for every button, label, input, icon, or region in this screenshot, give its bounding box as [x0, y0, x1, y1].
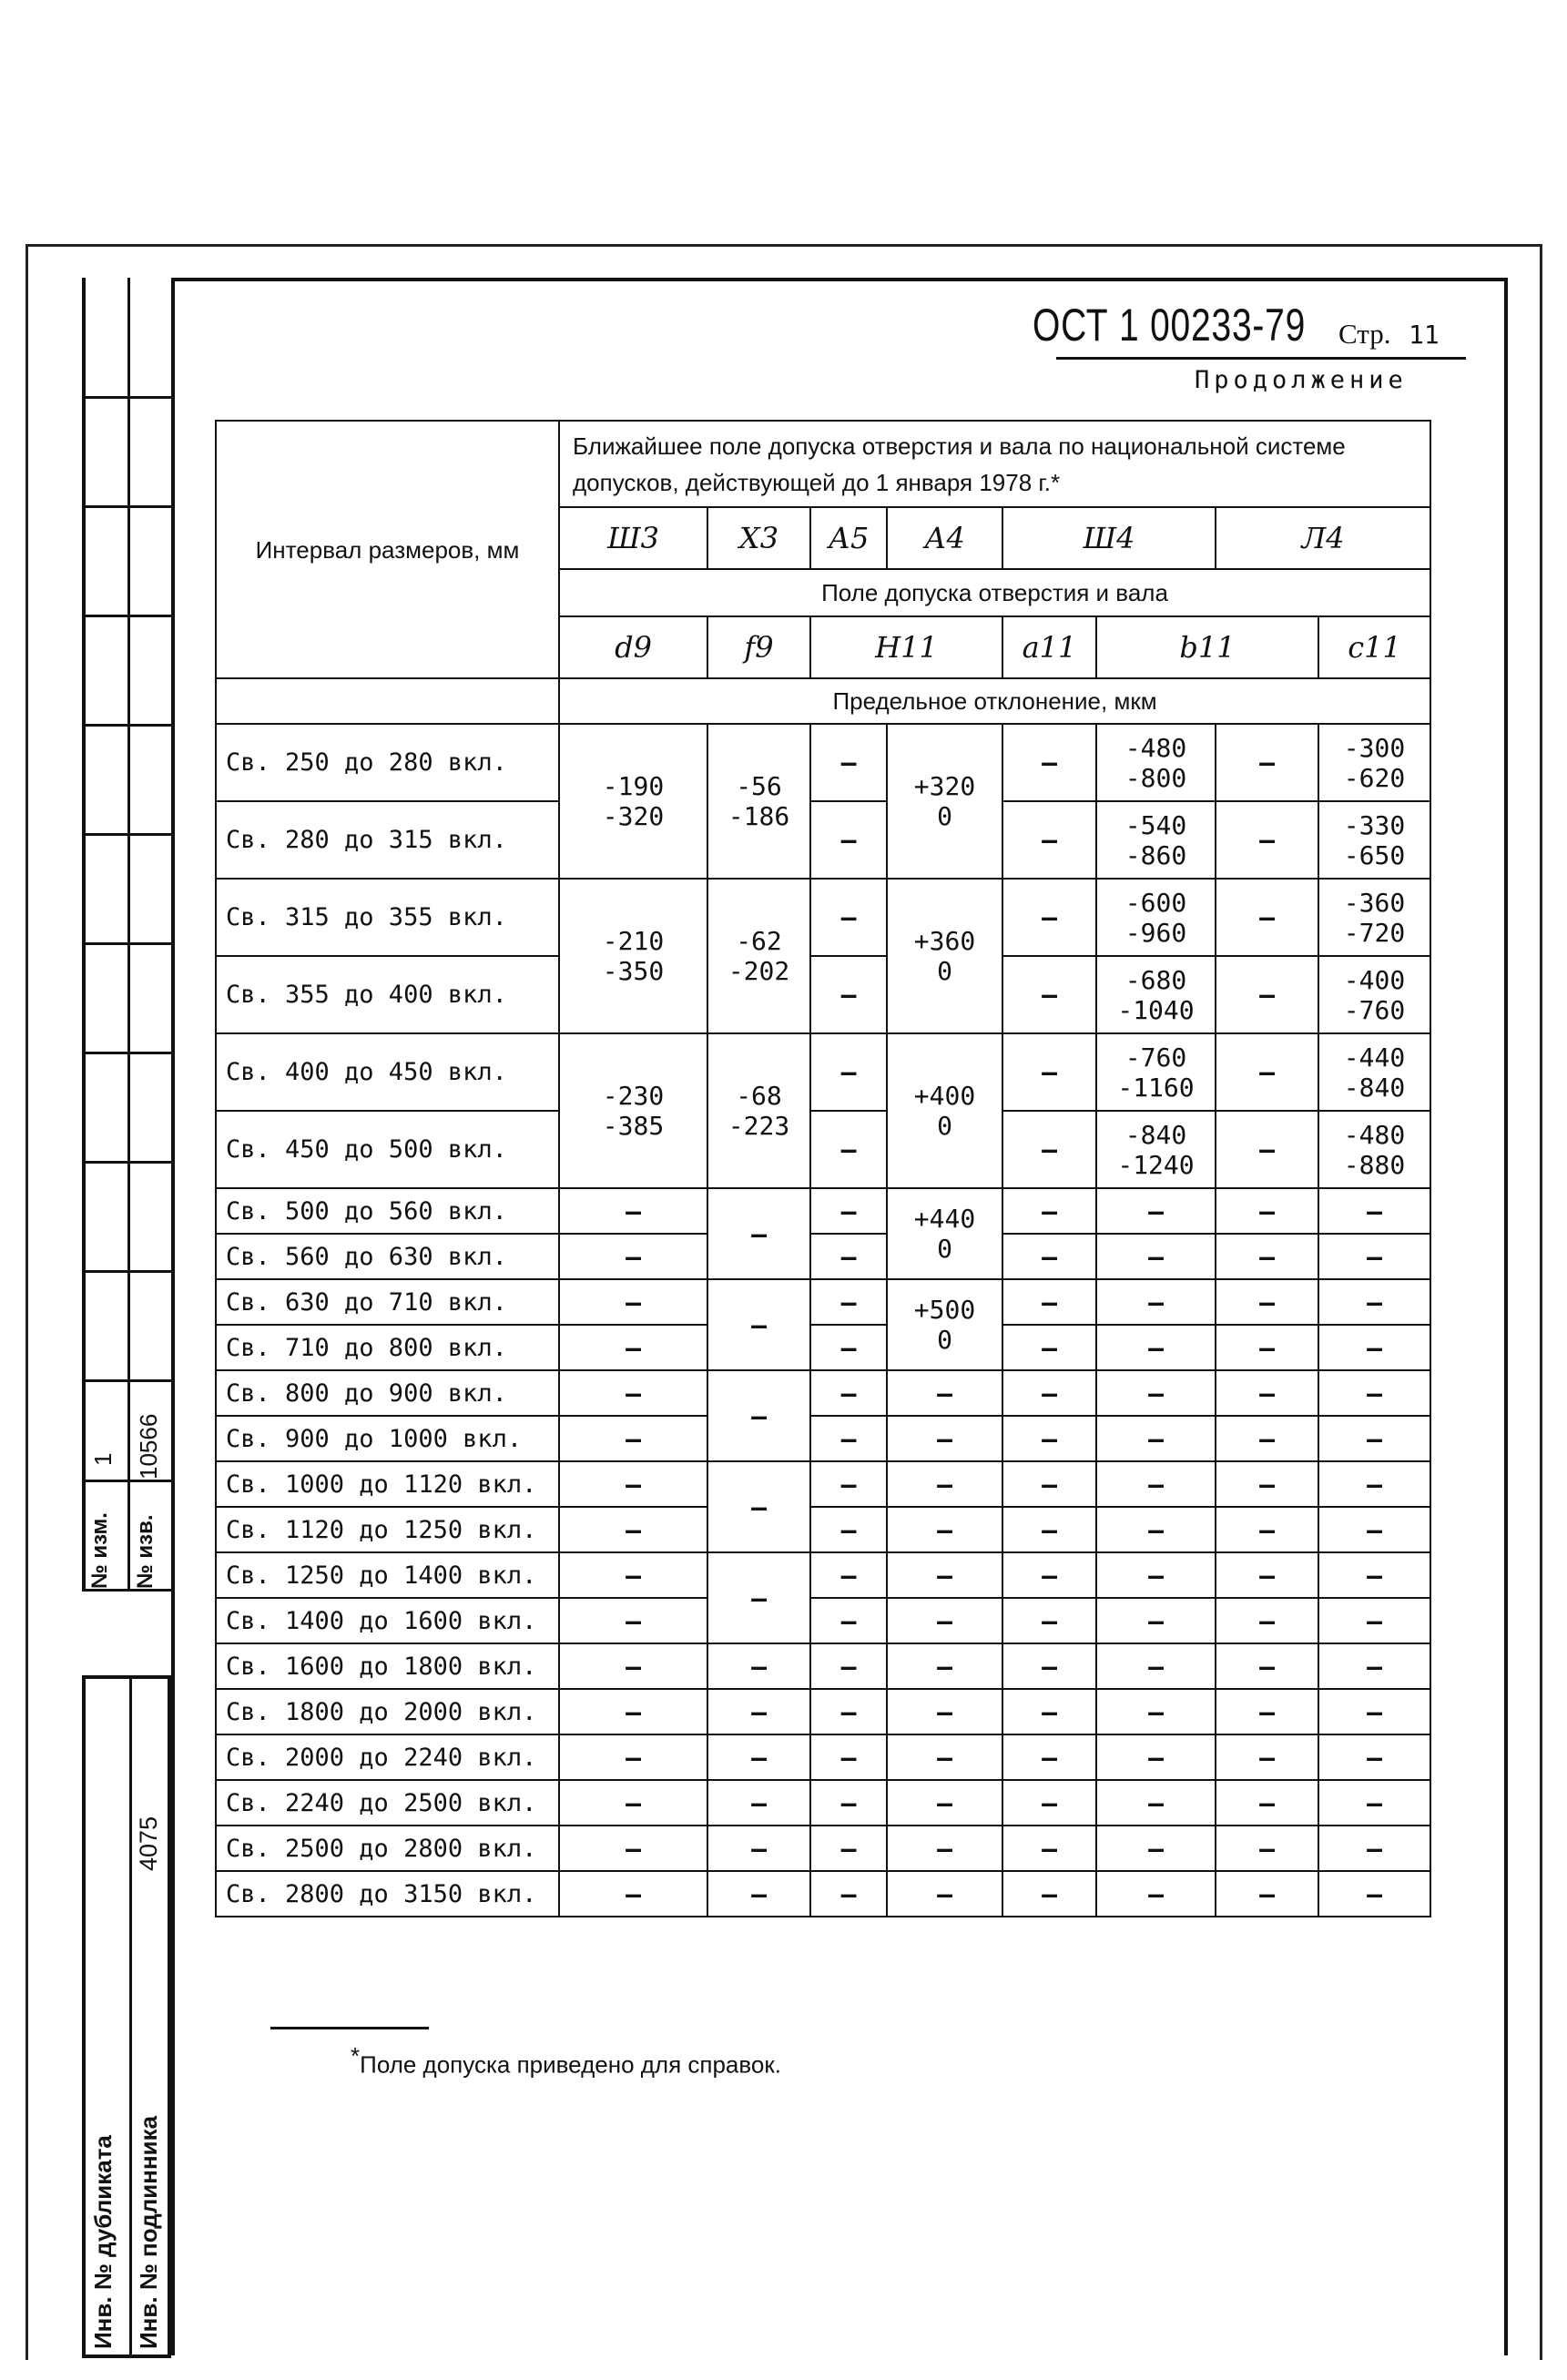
- dash-cell: –: [1002, 1689, 1096, 1734]
- dash-cell: –: [887, 1871, 1002, 1917]
- dash-cell: –: [559, 1780, 707, 1826]
- notice-no-label: № изв.: [133, 1514, 158, 1589]
- dash-cell: –: [1096, 1416, 1216, 1461]
- stamp-divider: [129, 1679, 132, 2355]
- dash-cell: –: [1096, 1734, 1216, 1780]
- dash-cell: –: [559, 1689, 707, 1734]
- dash-cell: –: [1002, 1871, 1096, 1917]
- row-label: Св. 2500 до 2800 вкл.: [216, 1826, 559, 1871]
- dash-cell: –: [1318, 1325, 1430, 1370]
- dash-cell: –: [1002, 1734, 1096, 1780]
- dup-inv-label: Инв. № дубликата: [89, 2135, 117, 2349]
- dash-cell: –: [707, 1871, 810, 1917]
- dash-cell: –: [1216, 1416, 1318, 1461]
- dash-cell: –: [1002, 879, 1096, 956]
- dash-cell: –: [1216, 1734, 1318, 1780]
- row-label: Св. 560 до 630 вкл.: [216, 1234, 559, 1279]
- dash-cell: –: [559, 1279, 707, 1325]
- strip-tick: [82, 1379, 171, 1382]
- dash-cell: –: [810, 1826, 887, 1871]
- dash-cell: –: [1002, 1325, 1096, 1370]
- row-label: Св. 1120 до 1250 вкл.: [216, 1507, 559, 1552]
- dash-cell: –: [810, 1234, 887, 1279]
- dash-cell: –: [887, 1507, 1002, 1552]
- dash-cell: –: [1216, 879, 1318, 956]
- dash-cell: –: [887, 1552, 1002, 1598]
- dash-cell: –: [1002, 1461, 1096, 1507]
- dash-cell: –: [1318, 1643, 1430, 1689]
- interval-header: Интервал размеров, мм: [216, 421, 559, 678]
- continuation-label: Продолжение: [1195, 366, 1408, 394]
- dash-cell: –: [559, 1370, 707, 1416]
- strip-tick: [82, 615, 171, 617]
- dash-cell: –: [707, 1188, 810, 1279]
- dash-cell: –: [1216, 1325, 1318, 1370]
- field-header: Поле допуска отверстия и вала: [559, 569, 1430, 616]
- value-cell: +400 0: [887, 1033, 1002, 1188]
- dash-cell: –: [810, 1416, 887, 1461]
- dash-cell: –: [1216, 1111, 1318, 1188]
- value-cell: -300 -620: [1318, 724, 1430, 801]
- value-cell: -480 -880: [1318, 1111, 1430, 1188]
- row-label: Св. 1600 до 1800 вкл.: [216, 1643, 559, 1689]
- value-cell: -56 -186: [707, 724, 810, 879]
- row-label: Св. 2000 до 2240 вкл.: [216, 1734, 559, 1780]
- dash-cell: –: [1318, 1552, 1430, 1598]
- dash-cell: –: [1216, 1234, 1318, 1279]
- dash-cell: –: [707, 1689, 810, 1734]
- dash-cell: –: [810, 1325, 887, 1370]
- value-cell: -480 -800: [1096, 724, 1216, 801]
- tolerance-table: [215, 420, 1431, 1917]
- value-cell: +440 0: [887, 1188, 1002, 1279]
- value-cell: -400 -760: [1318, 956, 1430, 1033]
- iso-symbol: H11: [810, 616, 1002, 678]
- document-code: ОСТ 1 00233-79: [1033, 300, 1307, 351]
- dash-cell: –: [1096, 1826, 1216, 1871]
- row-label: Св. 630 до 710 вкл.: [216, 1279, 559, 1325]
- row-label: Св. 400 до 450 вкл.: [216, 1033, 559, 1111]
- dash-cell: –: [1002, 1598, 1096, 1643]
- strip-tick: [82, 505, 171, 508]
- national-symbol: Л4: [1216, 507, 1430, 569]
- header-blank: [216, 678, 559, 724]
- dash-cell: –: [1096, 1643, 1216, 1689]
- dash-cell: –: [1002, 1780, 1096, 1826]
- dash-cell: –: [707, 1780, 810, 1826]
- dash-cell: –: [1318, 1234, 1430, 1279]
- dash-cell: –: [559, 1643, 707, 1689]
- dash-cell: –: [1216, 1780, 1318, 1826]
- dash-cell: –: [1216, 1598, 1318, 1643]
- dash-cell: –: [1002, 1552, 1096, 1598]
- dash-cell: –: [1318, 1188, 1430, 1234]
- dash-cell: –: [1096, 1370, 1216, 1416]
- dash-cell: –: [810, 1552, 887, 1598]
- dash-cell: –: [887, 1780, 1002, 1826]
- footnote-mark: *: [351, 2042, 361, 2070]
- dash-cell: –: [1318, 1370, 1430, 1416]
- dash-cell: –: [559, 1325, 707, 1370]
- national-symbol: Ш4: [1002, 507, 1216, 569]
- value-cell: -840 -1240: [1096, 1111, 1216, 1188]
- dash-cell: –: [1002, 1643, 1096, 1689]
- dash-cell: –: [810, 801, 887, 879]
- row-label: Св. 355 до 400 вкл.: [216, 956, 559, 1033]
- dash-cell: –: [1318, 1780, 1430, 1826]
- value-cell: -210 -350: [559, 879, 707, 1033]
- value-cell: -62 -202: [707, 879, 810, 1033]
- dash-cell: –: [810, 1461, 887, 1507]
- value-cell: +360 0: [887, 879, 1002, 1033]
- dash-cell: –: [1216, 1033, 1318, 1111]
- row-label: Св. 500 до 560 вкл.: [216, 1188, 559, 1234]
- nearest-field-header: Ближайшее поле допуска отверстия и вала по национальной системе допусков, действующей до 1 января 1978 г.*: [559, 421, 1430, 507]
- dash-cell: –: [810, 1033, 887, 1111]
- dash-cell: –: [810, 724, 887, 801]
- row-label: Св. 1250 до 1400 вкл.: [216, 1552, 559, 1598]
- dash-cell: –: [1096, 1871, 1216, 1917]
- dash-cell: –: [1318, 1279, 1430, 1325]
- row-label: Св. 315 до 355 вкл.: [216, 879, 559, 956]
- deviation-header: Предельное отклонение, мкм: [559, 678, 1430, 724]
- dash-cell: –: [707, 1826, 810, 1871]
- national-symbol: Ш3: [559, 507, 707, 569]
- dash-cell: –: [887, 1598, 1002, 1643]
- value-cell: -680 -1040: [1096, 956, 1216, 1033]
- dash-cell: –: [810, 1689, 887, 1734]
- dash-cell: –: [559, 1598, 707, 1643]
- page-number: 11: [1409, 320, 1440, 350]
- iso-symbol: d9: [559, 616, 707, 678]
- dash-cell: –: [1216, 1507, 1318, 1552]
- dash-cell: –: [887, 1826, 1002, 1871]
- strip-tick: [82, 942, 171, 945]
- dash-cell: –: [810, 1279, 887, 1325]
- dash-cell: –: [887, 1643, 1002, 1689]
- iso-symbol: b11: [1096, 616, 1318, 678]
- dash-cell: –: [1002, 1033, 1096, 1111]
- row-label: Св. 710 до 800 вкл.: [216, 1325, 559, 1370]
- iso-symbol: a11: [1002, 616, 1096, 678]
- orig-inv-value: 4075: [135, 1816, 162, 1871]
- dash-cell: –: [559, 1871, 707, 1917]
- dash-cell: –: [1096, 1552, 1216, 1598]
- dash-cell: –: [1096, 1234, 1216, 1279]
- strip-tick: [82, 1270, 171, 1273]
- dash-cell: –: [707, 1552, 810, 1643]
- dash-cell: –: [1216, 1279, 1318, 1325]
- dash-cell: –: [810, 1111, 887, 1188]
- strip-tick: [82, 396, 171, 399]
- dash-cell: –: [887, 1734, 1002, 1780]
- row-label: Св. 280 до 315 вкл.: [216, 801, 559, 879]
- value-cell: -760 -1160: [1096, 1033, 1216, 1111]
- dash-cell: –: [707, 1461, 810, 1552]
- dash-cell: –: [1002, 956, 1096, 1033]
- dash-cell: –: [810, 1507, 887, 1552]
- left-strip-line: [82, 278, 86, 1591]
- row-label: Св. 2800 до 3150 вкл.: [216, 1871, 559, 1917]
- notice-no-value: 10566: [135, 1413, 162, 1480]
- dash-cell: –: [1096, 1279, 1216, 1325]
- dash-cell: –: [1002, 724, 1096, 801]
- dash-cell: –: [1002, 1416, 1096, 1461]
- dash-cell: –: [1318, 1461, 1430, 1507]
- left-strip-divider: [127, 278, 130, 1591]
- dash-cell: –: [1216, 1370, 1318, 1416]
- dash-cell: –: [1216, 1826, 1318, 1871]
- dash-cell: –: [1096, 1507, 1216, 1552]
- strip-tick: [82, 1052, 171, 1054]
- footnote-rule: [270, 2027, 429, 2029]
- dash-cell: –: [810, 879, 887, 956]
- value-cell: -600 -960: [1096, 879, 1216, 956]
- dash-cell: –: [810, 1643, 887, 1689]
- strip-tick: [82, 1480, 171, 1482]
- dash-cell: –: [707, 1643, 810, 1689]
- dash-cell: –: [559, 1188, 707, 1234]
- dash-cell: –: [1318, 1507, 1430, 1552]
- dash-cell: –: [1096, 1689, 1216, 1734]
- strip-tick: [82, 1161, 171, 1164]
- dash-cell: –: [810, 1370, 887, 1416]
- value-cell: -360 -720: [1318, 879, 1430, 956]
- dash-cell: –: [1318, 1689, 1430, 1734]
- dash-cell: –: [1216, 724, 1318, 801]
- dash-cell: –: [810, 1734, 887, 1780]
- dash-cell: –: [887, 1416, 1002, 1461]
- orig-inv-label: Инв. № подлинника: [135, 2115, 162, 2349]
- dash-cell: –: [1216, 1461, 1318, 1507]
- dash-cell: –: [1002, 1507, 1096, 1552]
- dash-cell: –: [559, 1234, 707, 1279]
- dash-cell: –: [1318, 1826, 1430, 1871]
- dash-cell: –: [559, 1734, 707, 1780]
- value-cell: -440 -840: [1318, 1033, 1430, 1111]
- dash-cell: –: [1096, 1188, 1216, 1234]
- dash-cell: –: [1318, 1416, 1430, 1461]
- dash-cell: –: [887, 1461, 1002, 1507]
- row-label: Св. 900 до 1000 вкл.: [216, 1416, 559, 1461]
- dash-cell: –: [1216, 1643, 1318, 1689]
- change-no-value: 1: [89, 1452, 117, 1466]
- dash-cell: –: [559, 1507, 707, 1552]
- dash-cell: –: [1002, 801, 1096, 879]
- dash-cell: –: [1002, 1234, 1096, 1279]
- dash-cell: –: [810, 1598, 887, 1643]
- dash-cell: –: [1096, 1325, 1216, 1370]
- dash-cell: –: [1002, 1111, 1096, 1188]
- dash-cell: –: [707, 1370, 810, 1461]
- strip-tick: [82, 724, 171, 727]
- dash-cell: –: [559, 1416, 707, 1461]
- dash-cell: –: [1318, 1734, 1430, 1780]
- dash-cell: –: [1216, 1552, 1318, 1598]
- dash-cell: –: [1318, 1871, 1430, 1917]
- national-symbol: А4: [887, 507, 1002, 569]
- dash-cell: –: [810, 1188, 887, 1234]
- dash-cell: –: [559, 1461, 707, 1507]
- dash-cell: –: [810, 1871, 887, 1917]
- header-underline: [1056, 357, 1466, 360]
- dash-cell: –: [1096, 1598, 1216, 1643]
- dash-cell: –: [1002, 1279, 1096, 1325]
- dash-cell: –: [559, 1826, 707, 1871]
- dash-cell: –: [707, 1279, 810, 1370]
- strip-tick: [82, 833, 171, 836]
- dash-cell: –: [810, 956, 887, 1033]
- dash-cell: –: [1216, 956, 1318, 1033]
- dash-cell: –: [1216, 1188, 1318, 1234]
- dash-cell: –: [559, 1552, 707, 1598]
- dash-cell: –: [810, 1780, 887, 1826]
- value-cell: -230 -385: [559, 1033, 707, 1188]
- strip-tick: [82, 1589, 171, 1592]
- value-cell: -190 -320: [559, 724, 707, 879]
- dash-cell: –: [1216, 1689, 1318, 1734]
- national-symbol: Х3: [707, 507, 810, 569]
- dash-cell: –: [887, 1370, 1002, 1416]
- iso-symbol: f9: [707, 616, 810, 678]
- value-cell: -68 -223: [707, 1033, 810, 1188]
- value-cell: -540 -860: [1096, 801, 1216, 879]
- page-label: Стр.: [1338, 318, 1391, 350]
- national-symbol: А5: [810, 507, 887, 569]
- dash-cell: –: [887, 1689, 1002, 1734]
- dash-cell: –: [1216, 801, 1318, 879]
- tolerance-table-wrap: [215, 420, 1430, 1917]
- dash-cell: –: [1002, 1370, 1096, 1416]
- dash-cell: –: [1002, 1188, 1096, 1234]
- dash-cell: –: [1096, 1461, 1216, 1507]
- row-label: Св. 450 до 500 вкл.: [216, 1111, 559, 1188]
- row-label: Св. 800 до 900 вкл.: [216, 1370, 559, 1416]
- value-cell: +320 0: [887, 724, 1002, 879]
- value-cell: -330 -650: [1318, 801, 1430, 879]
- row-label: Св. 2240 до 2500 вкл.: [216, 1780, 559, 1826]
- footnote-text: Поле допуска приведено для справок.: [360, 2050, 781, 2079]
- dash-cell: –: [1318, 1598, 1430, 1643]
- change-no-label: № изм.: [87, 1512, 112, 1589]
- dash-cell: –: [1096, 1780, 1216, 1826]
- dash-cell: –: [1002, 1826, 1096, 1871]
- footnote: [351, 2042, 781, 2080]
- iso-symbol: c11: [1318, 616, 1430, 678]
- value-cell: +500 0: [887, 1279, 1002, 1370]
- dash-cell: –: [707, 1734, 810, 1780]
- row-label: Св. 250 до 280 вкл.: [216, 724, 559, 801]
- row-label: Св. 1800 до 2000 вкл.: [216, 1689, 559, 1734]
- row-label: Св. 1400 до 1600 вкл.: [216, 1598, 559, 1643]
- dash-cell: –: [1216, 1871, 1318, 1917]
- row-label: Св. 1000 до 1120 вкл.: [216, 1461, 559, 1507]
